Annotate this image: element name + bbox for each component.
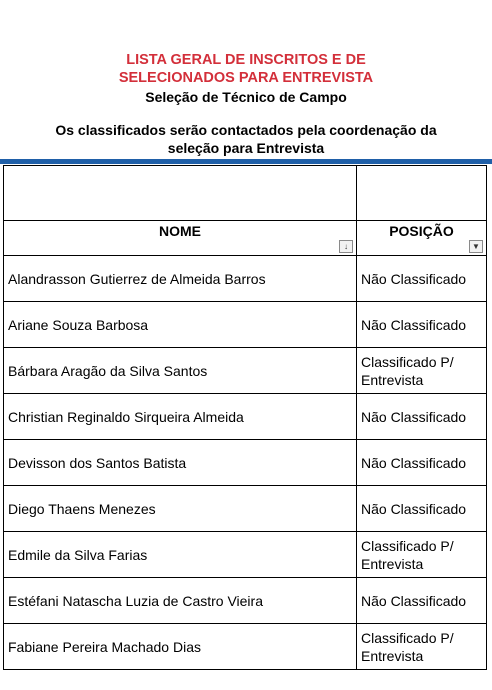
table-header-row	[4, 221, 487, 256]
table-row	[4, 348, 487, 394]
cell-posicao: Classificado P/ Entrevista	[357, 532, 487, 578]
cell-nome: Bárbara Aragão da Silva Santos	[4, 348, 357, 394]
table-row	[4, 624, 487, 670]
cell-posicao: Não Classificado	[357, 256, 487, 302]
blank-cell	[357, 166, 487, 221]
sort-filter-icon[interactable]: ↓	[339, 240, 353, 253]
cell-posicao: Não Classificado	[357, 440, 487, 486]
column-header-posicao	[357, 221, 487, 256]
cell-nome: Fabiane Pereira Machado Dias	[4, 624, 357, 670]
table-row	[4, 302, 487, 348]
candidates-table	[3, 165, 487, 670]
cell-posicao: Não Classificado	[357, 486, 487, 532]
cell-nome: Edmile da Silva Farias	[4, 532, 357, 578]
dropdown-filter-icon[interactable]: ▼	[469, 240, 483, 253]
cell-posicao: Classificado P/ Entrevista	[357, 348, 487, 394]
blank-cell	[4, 166, 357, 221]
cell-nome: Alandrasson Gutierrez de Almeida Barros	[4, 256, 357, 302]
cell-nome: Devisson dos Santos Batista	[4, 440, 357, 486]
table-body	[4, 256, 487, 670]
cell-posicao: Não Classificado	[357, 302, 487, 348]
header-divider	[0, 159, 492, 164]
table-row	[4, 394, 487, 440]
table-row	[4, 440, 487, 486]
blank-row	[4, 166, 487, 221]
column-header-nome	[4, 221, 357, 256]
notice-line2: seleção para Entrevista	[167, 140, 325, 156]
cell-posicao: Classificado P/ Entrevista	[357, 624, 487, 670]
cell-nome: Christian Reginaldo Sirqueira Almeida	[4, 394, 357, 440]
document-title-line2: SELECIONADOS PARA ENTREVISTA	[118, 70, 374, 86]
cell-posicao: Não Classificado	[357, 394, 487, 440]
table-row	[4, 532, 487, 578]
cell-nome: Diego Thaens Menezes	[4, 486, 357, 532]
cell-nome: Estéfani Natascha Luzia de Castro Vieira	[4, 578, 357, 624]
notice-line1: Os classificados serão contactados pela coordenação da	[55, 122, 437, 138]
cell-posicao: Não Classificado	[357, 578, 487, 624]
document-subtitle: Seleção de Técnico de Campo	[145, 89, 347, 105]
cell-nome: Ariane Souza Barbosa	[4, 302, 357, 348]
column-header-nome-label: NOME	[159, 223, 201, 239]
document-title-line1: LISTA GERAL DE INSCRITOS E DE	[126, 52, 366, 68]
table-row	[4, 486, 487, 532]
table-row	[4, 578, 487, 624]
column-header-posicao-label: POSIÇÃO	[389, 223, 454, 239]
table-row	[4, 256, 487, 302]
